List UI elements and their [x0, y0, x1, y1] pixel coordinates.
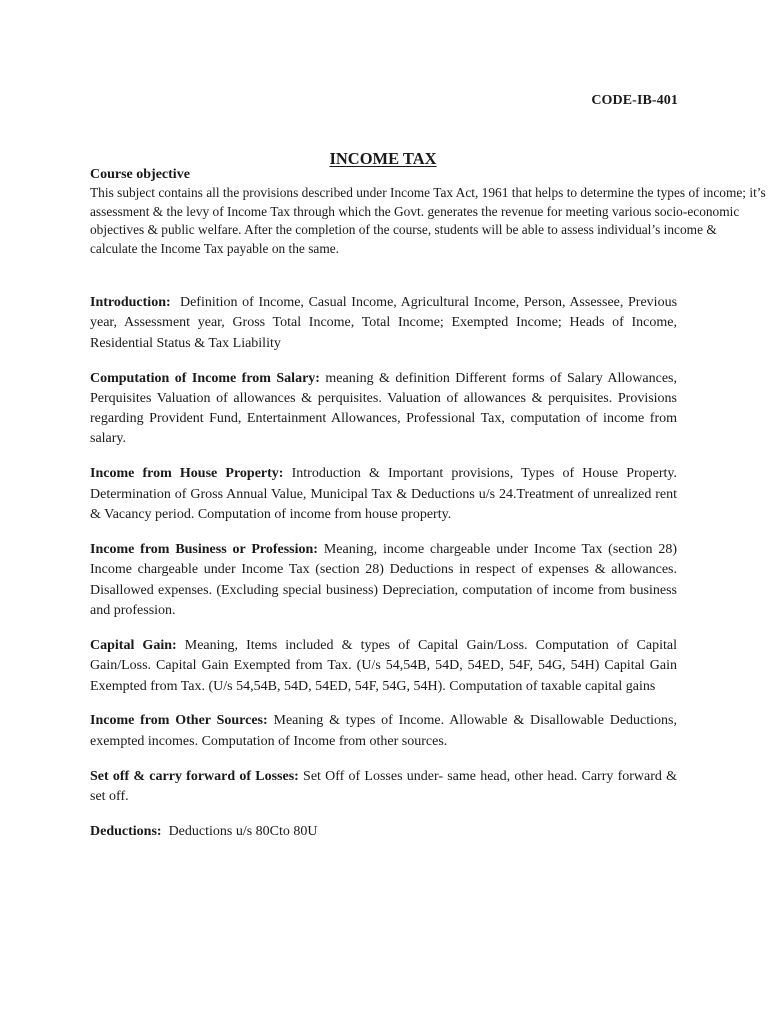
section-text: meaning & definition Different forms of Salary Allowances, Perquisites Valuation of allowances & perquisites. Valuation of allowances & perquisites. Provisions regarding Provident Fund, Entertainment Allowances, Professional Tax, computation of income from salary. — [90, 370, 678, 447]
section-heading: Income from Other Sources: — [90, 713, 268, 729]
section-heading: Capital Gain: — [90, 637, 177, 653]
page-title — [0, 149, 768, 169]
section-text: Definition of Income, Casual Income, Agricultural Income, Person, Assessee, Previous year, Assessment year, Gross Total Income, Total Income; Exempted Income; Heads of Income, Residential Status & Tax Liability — [90, 295, 678, 351]
section-text: Set Off of Losses under- same head, other head. Carry forward & set off. — [90, 768, 677, 805]
section-text: Meaning, income chargeable under Income Tax (section 28) Income chargeable under Income Tax (section 28) Deductions in respect of expenses & allowances. Disallowed expenses. (Excluding special business) Depreciation, computation of income from business and profession. — [90, 542, 677, 618]
section-introduction — [90, 293, 677, 354]
section-heading: Set off & carry forward of Losses: — [90, 768, 299, 784]
syllabus-sections — [90, 293, 677, 857]
section-other-sources — [90, 711, 677, 752]
section-text: Meaning & types of Income. Allowable & Disallowable Deductions, exempted incomes. Computation of Income from other sources. — [90, 713, 678, 749]
section-deductions — [90, 822, 677, 842]
section-set-off-losses — [90, 767, 677, 808]
section-heading: Deductions: — [90, 824, 162, 840]
objective-text: This subject contains all the provisions described under Income Tax Act, 1961 that helps to determine the types of income; it’s assessment & the levy of Income Tax through which the Govt. generates the revenue for meeting various socio-economic objectives & public welfare. After the completion of the course, students will be able to assess individual’s income & calculate the Income Tax payable on the same. — [90, 186, 766, 257]
title-text: INCOME TAX — [329, 149, 437, 168]
section-business-profession — [90, 540, 677, 621]
section-salary — [90, 369, 677, 450]
section-capital-gain — [90, 636, 677, 697]
section-text: Deductions u/s 80Cto 80U — [168, 824, 318, 840]
section-heading: Computation of Income from Salary: — [90, 370, 320, 386]
section-text: Meaning, Items included & types of Capital Gain/Loss. Computation of Capital Gain/Loss. Capital Gain Exempted from Tax. (U/s 54,54B, 54D, 54ED, 54F, 54G, 54H) Capital Gain Exempted from Tax. (U/s 54,54B, 54D, 54ED, 54F, 54G, 54H). Computation of taxable capital gains — [90, 637, 677, 694]
section-heading: Income from House Property: — [90, 466, 284, 482]
course-code: CODE-IB-401 — [591, 93, 678, 108]
objective-heading: Course objective — [90, 167, 190, 182]
section-text: Introduction & Important provisions, Types of House Property. Determination of Gross Annual Value, Municipal Tax & Deductions u/s 24.Treatment of unrealized rent & Vacancy period. Computation of income from house property. — [90, 466, 678, 523]
section-heading: Introduction: — [90, 295, 171, 310]
section-heading: Income from Business or Profession: — [90, 542, 318, 558]
section-house-property — [90, 464, 677, 525]
